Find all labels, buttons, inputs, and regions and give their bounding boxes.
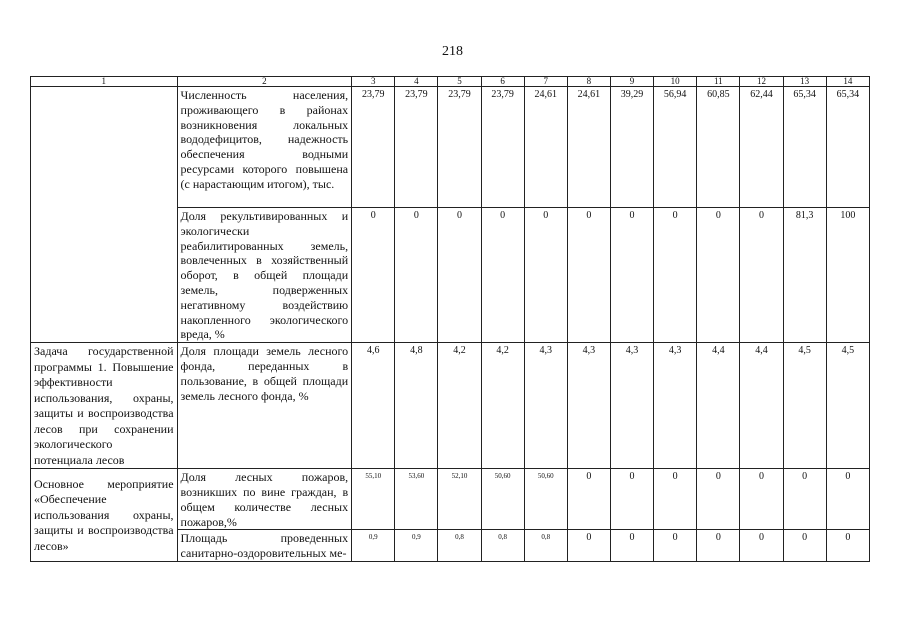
header-cell: 3 <box>352 77 395 87</box>
value-cell: 0 <box>697 469 740 530</box>
value-cell: 0 <box>654 530 697 562</box>
value-cell: 53,60 <box>395 469 438 530</box>
header-cell: 13 <box>783 77 826 87</box>
value-cell: 0 <box>438 208 481 343</box>
value-cell: 0 <box>610 530 653 562</box>
header-row <box>31 77 870 87</box>
value-cell: 0 <box>740 530 783 562</box>
value-cell: 0 <box>567 530 610 562</box>
header-cell: 5 <box>438 77 481 87</box>
indicator-cell: Площадь проведенных санитарно-оздоровительных ме- <box>177 530 352 562</box>
task-cell <box>31 87 178 343</box>
value-cell: 39,29 <box>610 87 653 208</box>
indicator-cell: Численность населения, проживающего в районах возникновения локальных вододефицитов, надежность обеспечения водными ресурсами которого повышена (с нарастающим итогом), тыс. <box>177 87 352 208</box>
value-cell: 50,60 <box>481 469 524 530</box>
value-cell: 65,34 <box>783 87 826 208</box>
value-cell: 4,3 <box>524 343 567 469</box>
value-cell: 81,3 <box>783 208 826 343</box>
value-cell: 60,85 <box>697 87 740 208</box>
value-cell: 0,8 <box>438 530 481 562</box>
value-cell: 0 <box>740 208 783 343</box>
header-cell: 9 <box>610 77 653 87</box>
value-cell: 4,5 <box>783 343 826 469</box>
value-cell: 0 <box>567 208 610 343</box>
value-cell: 4,3 <box>567 343 610 469</box>
value-cell: 23,79 <box>438 87 481 208</box>
value-cell: 4,5 <box>826 343 869 469</box>
header-cell: 1 <box>31 77 178 87</box>
header-cell: 7 <box>524 77 567 87</box>
value-cell: 0 <box>826 469 869 530</box>
value-cell: 56,94 <box>654 87 697 208</box>
table-row <box>31 469 870 530</box>
task-cell: Основное мероприятие «Обеспечение использования охраны, защиты и воспроизводства лесов» <box>31 469 178 562</box>
value-cell: 23,79 <box>481 87 524 208</box>
value-cell: 62,44 <box>740 87 783 208</box>
indicator-cell: Доля площади земель лесного фонда, переданных в пользование, в общей площади земель лесного фонда, % <box>177 343 352 469</box>
value-cell: 24,61 <box>524 87 567 208</box>
value-cell: 0 <box>654 208 697 343</box>
value-cell: 4,4 <box>740 343 783 469</box>
page-number: 218 <box>442 44 463 59</box>
value-cell: 4,8 <box>395 343 438 469</box>
value-cell: 24,61 <box>567 87 610 208</box>
value-cell: 4,2 <box>438 343 481 469</box>
header-cell: 6 <box>481 77 524 87</box>
value-cell: 0,9 <box>352 530 395 562</box>
value-cell: 0 <box>352 208 395 343</box>
value-cell: 0 <box>524 208 567 343</box>
value-cell: 23,79 <box>352 87 395 208</box>
value-cell: 65,34 <box>826 87 869 208</box>
task-cell: Задача государственной программы 1. Повышение эффективности использования, охраны, защиты и воспроизводства лесов при сохранении экологического потенциала лесов <box>31 343 178 469</box>
indicator-cell: Доля рекультивированных и экологически реабилитированных земель, вовлеченных в хозяйственный оборот, в общей площади земель, подверженных негативному воздействию накопленного экологического вреда, % <box>177 208 352 343</box>
value-cell: 4,3 <box>654 343 697 469</box>
table-row <box>31 343 870 469</box>
value-cell: 0 <box>826 530 869 562</box>
value-cell: 0 <box>610 469 653 530</box>
value-cell: 0 <box>697 530 740 562</box>
value-cell: 52,10 <box>438 469 481 530</box>
value-cell: 4,2 <box>481 343 524 469</box>
value-cell: 0,8 <box>481 530 524 562</box>
header-cell: 12 <box>740 77 783 87</box>
indicator-cell: Доля лесных пожаров, возникших по вине граждан, в общем количестве лесных пожаров,% <box>177 469 352 530</box>
value-cell: 0 <box>395 208 438 343</box>
value-cell: 0 <box>697 208 740 343</box>
value-cell: 0,9 <box>395 530 438 562</box>
indicators-table <box>30 76 870 562</box>
value-cell: 0 <box>783 469 826 530</box>
header-cell: 14 <box>826 77 869 87</box>
value-cell: 100 <box>826 208 869 343</box>
value-cell: 4,3 <box>610 343 653 469</box>
value-cell: 0 <box>481 208 524 343</box>
value-cell: 0,8 <box>524 530 567 562</box>
value-cell: 4,6 <box>352 343 395 469</box>
table-row <box>31 87 870 208</box>
header-cell: 4 <box>395 77 438 87</box>
value-cell: 50,60 <box>524 469 567 530</box>
value-cell: 0 <box>654 469 697 530</box>
value-cell: 0 <box>740 469 783 530</box>
value-cell: 0 <box>783 530 826 562</box>
header-cell: 10 <box>654 77 697 87</box>
value-cell: 4,4 <box>697 343 740 469</box>
header-cell: 8 <box>567 77 610 87</box>
header-cell: 11 <box>697 77 740 87</box>
value-cell: 0 <box>567 469 610 530</box>
value-cell: 0 <box>610 208 653 343</box>
value-cell: 23,79 <box>395 87 438 208</box>
value-cell: 55,10 <box>352 469 395 530</box>
header-cell: 2 <box>177 77 352 87</box>
